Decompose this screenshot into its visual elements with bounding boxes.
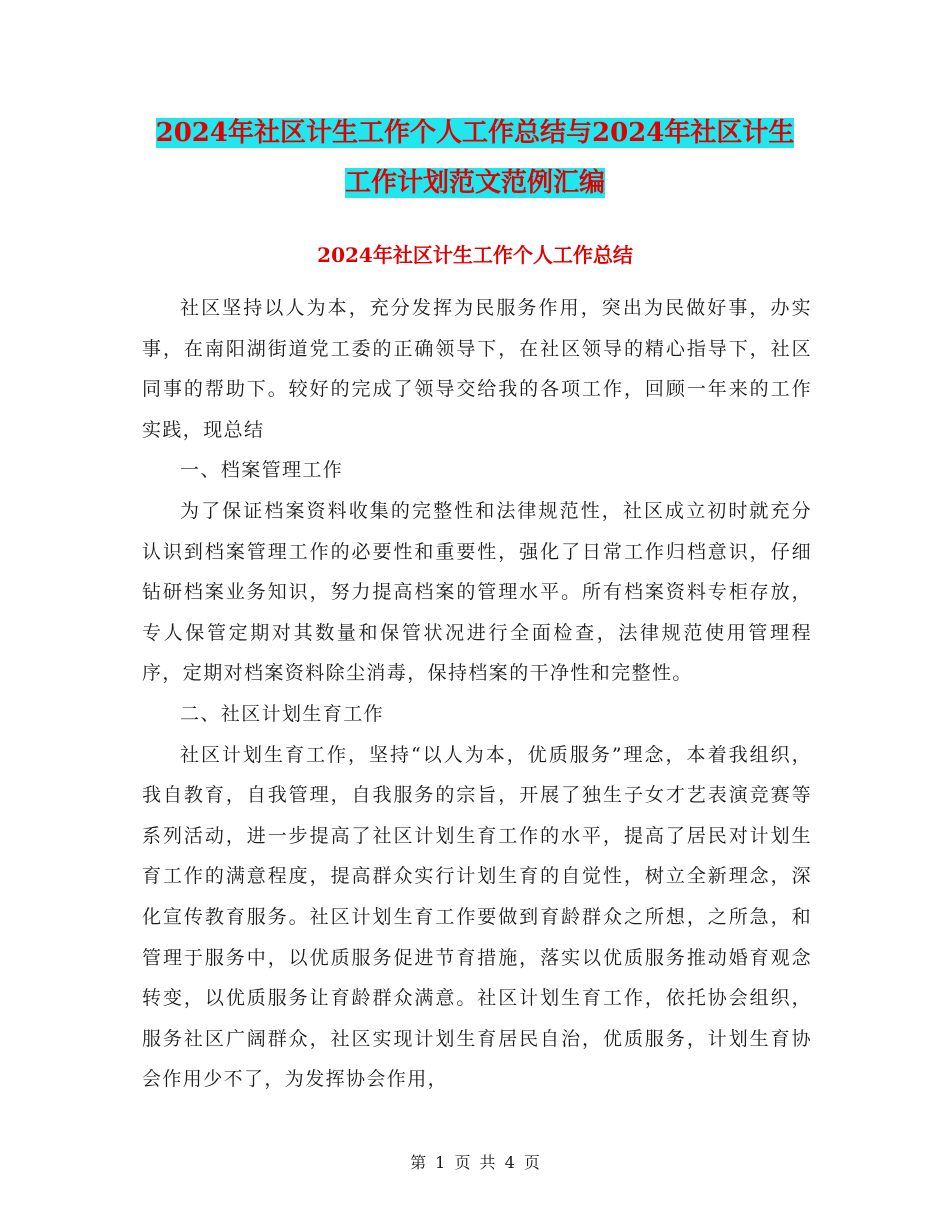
title-line-1: 2024年社区计生工作个人工作总结与2024年社区计生 <box>155 118 795 148</box>
document-title <box>0 108 950 208</box>
heading-family-planning: 二、社区计划生育工作 <box>180 702 385 725</box>
paragraph-archive-management: 为了保证档案资料收集的完整性和法律规范性，社区成立初时就充分认识到档案管理工作的必要性和重要性，强化了日常工作归档意识，仔细钻研档案业务知识，努力提高档案的管理水平。所有档案资料专柜存放，专人保管定期对其数量和保管状况进行全面检查，法律规范使用管理程序，定期对档案资料除尘消毒，保持档案的干净性和完整性。 <box>142 499 812 685</box>
document-body <box>142 288 812 1100</box>
page-footer: 第 1 页 共 4 页 <box>410 1153 540 1172</box>
paragraph-intro: 社区坚持以人为本，充分发挥为民服务作用，突出为民做好事，办实事，在南阳湖街道党工委的正确领导下，在社区领导的精心指导下，社区同事的帮助下。较好的完成了领导交给我的各项工作，回顾一年来的工作实践，现总结 <box>142 297 812 441</box>
title-line-2: 工作计划范文范例汇编 <box>344 168 605 198</box>
section-title: 2024年社区计生工作个人工作总结 <box>317 243 633 267</box>
heading-archive-management: 一、档案管理工作 <box>180 459 344 482</box>
paragraph-family-planning: 社区计划生育工作，坚持“以人为本，优质服务”理念，本着我组织，我自教育，自我管理，自我服务的宗旨，开展了独生子女才艺表演竞赛等系列活动，进一步提高了社区计划生育工作的水平，提高了居民对计划生育工作的满意程度，提高群众实行计划生育的自觉性，树立全新理念，深化宣传教育服务。社区计划生育工作要做到育龄群众之所想，之所急，和管理于服务中，以优质服务促进节育措施，落实以优质服务推动婚育观念转变，以优质服务让育龄群众满意。社区计划生育工作，依托协会组织，服务社区广阔群众，社区实现计划生育居民自治，优质服务，计划生育协会作用少不了，为发挥协会作用， <box>142 743 812 1091</box>
